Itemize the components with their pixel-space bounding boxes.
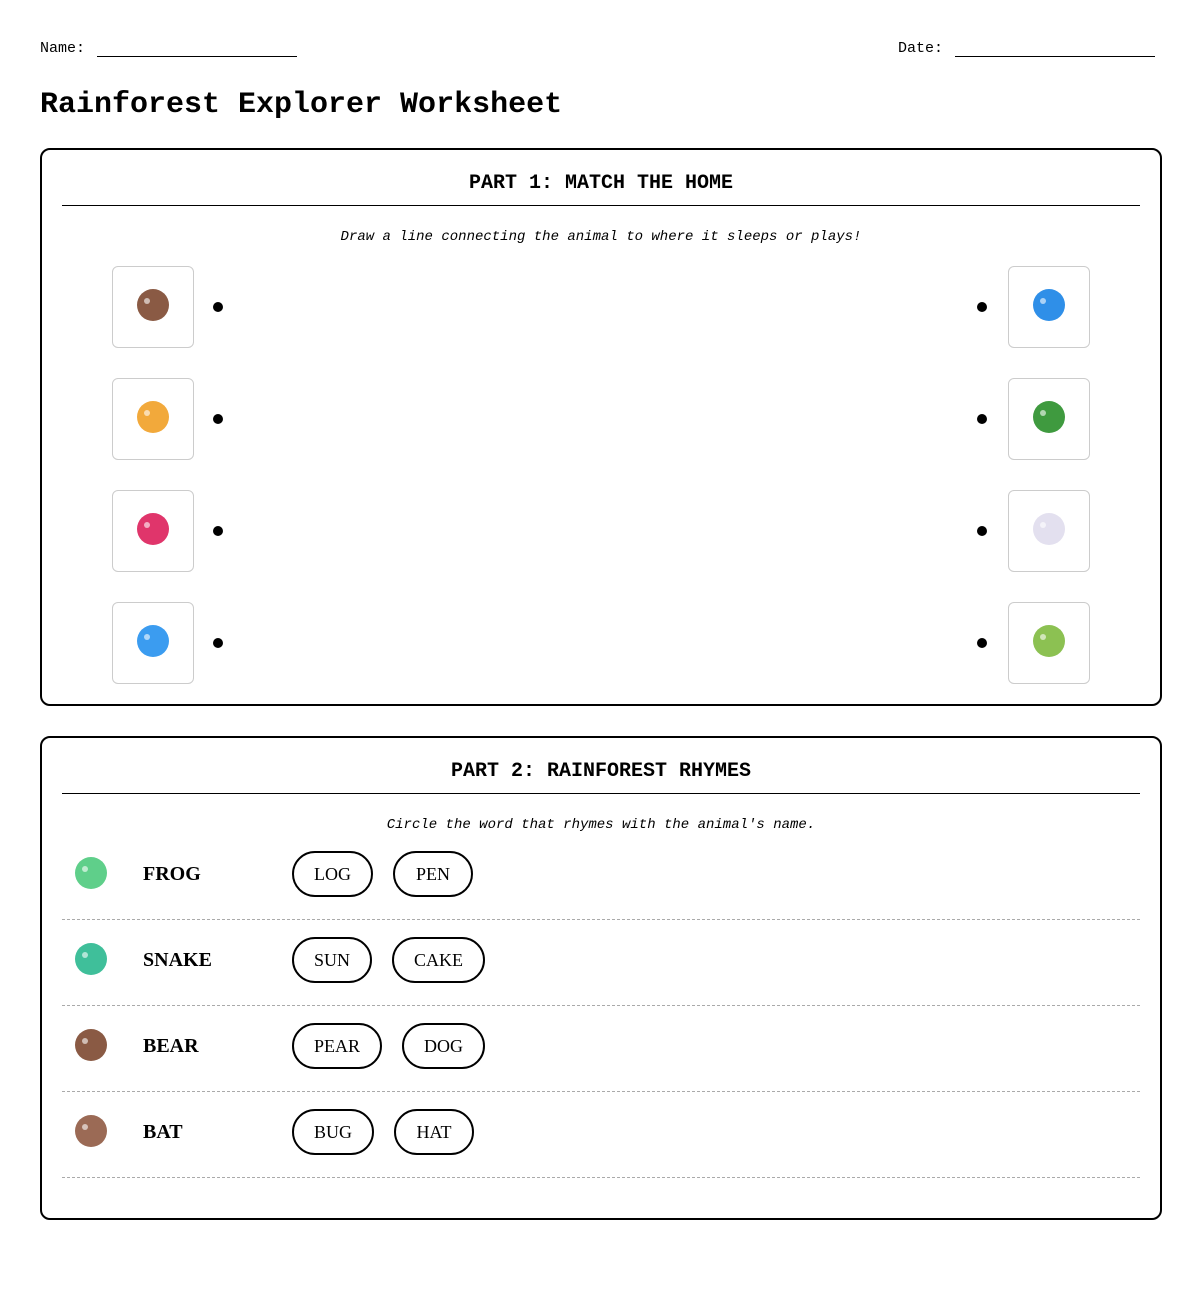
home-card xyxy=(1008,378,1090,460)
monkey-icon xyxy=(132,284,174,331)
part1-section xyxy=(40,148,1162,706)
rhyme-option[interactable]: SUN xyxy=(292,937,372,983)
animal-card xyxy=(112,490,194,572)
date-label: Date: xyxy=(898,40,944,57)
leafy-branch-icon xyxy=(1028,620,1070,667)
rhyme-row xyxy=(62,920,1140,1006)
rhyme-option[interactable]: CAKE xyxy=(392,937,485,983)
home-card xyxy=(1008,266,1090,348)
home-card xyxy=(1008,490,1090,572)
leopard-icon xyxy=(132,396,174,443)
animal-name: FROG xyxy=(143,863,201,885)
home-connect-dot[interactable] xyxy=(977,302,987,312)
part1-title: PART 1: MATCH THE HOME xyxy=(62,172,1140,206)
date-line[interactable] xyxy=(955,43,1155,57)
part2-title: PART 2: RAINFOREST RHYMES xyxy=(62,760,1140,794)
rhyme-option[interactable]: BUG xyxy=(292,1109,374,1155)
date-field[interactable] xyxy=(898,40,1155,57)
animal-connect-dot[interactable] xyxy=(213,302,223,312)
home-connect-dot[interactable] xyxy=(977,526,987,536)
animal-name: BAT xyxy=(143,1121,183,1143)
frog-icon xyxy=(70,852,114,896)
name-label: Name: xyxy=(40,40,86,57)
animal-name: SNAKE xyxy=(143,949,212,971)
bat-icon xyxy=(70,1110,114,1154)
tree-icon xyxy=(1028,396,1070,443)
animal-card xyxy=(112,378,194,460)
rhyme-row xyxy=(62,1006,1140,1092)
parrot-icon xyxy=(132,508,174,555)
home-connect-dot[interactable] xyxy=(977,638,987,648)
rhyme-option[interactable]: PEN xyxy=(393,851,473,897)
snake-icon xyxy=(70,938,114,982)
fish-icon xyxy=(132,620,174,667)
animal-name: BEAR xyxy=(143,1035,199,1057)
rhyme-option[interactable]: HAT xyxy=(394,1109,474,1155)
animal-connect-dot[interactable] xyxy=(213,638,223,648)
animal-card xyxy=(112,266,194,348)
home-card xyxy=(1008,602,1090,684)
rhyme-row xyxy=(62,834,1140,920)
animal-card xyxy=(112,602,194,684)
part1-instruction: Draw a line connecting the animal to where it sleeps or plays! xyxy=(340,229,862,245)
page-title: Rainforest Explorer Worksheet xyxy=(40,88,563,122)
cloud-icon xyxy=(1028,508,1070,555)
rhyme-option[interactable]: PEAR xyxy=(292,1023,382,1069)
rhyme-row xyxy=(62,1092,1140,1178)
animal-connect-dot[interactable] xyxy=(213,414,223,424)
name-line[interactable] xyxy=(97,43,297,57)
part2-section xyxy=(40,736,1162,1220)
animal-connect-dot[interactable] xyxy=(213,526,223,536)
rhyme-option[interactable]: DOG xyxy=(402,1023,485,1069)
name-field[interactable] xyxy=(40,40,297,57)
water-wave-icon xyxy=(1028,284,1070,331)
part2-instruction: Circle the word that rhymes with the animal's name. xyxy=(386,817,816,833)
rhyme-option[interactable]: LOG xyxy=(292,851,373,897)
home-connect-dot[interactable] xyxy=(977,414,987,424)
bear-icon xyxy=(70,1024,114,1068)
